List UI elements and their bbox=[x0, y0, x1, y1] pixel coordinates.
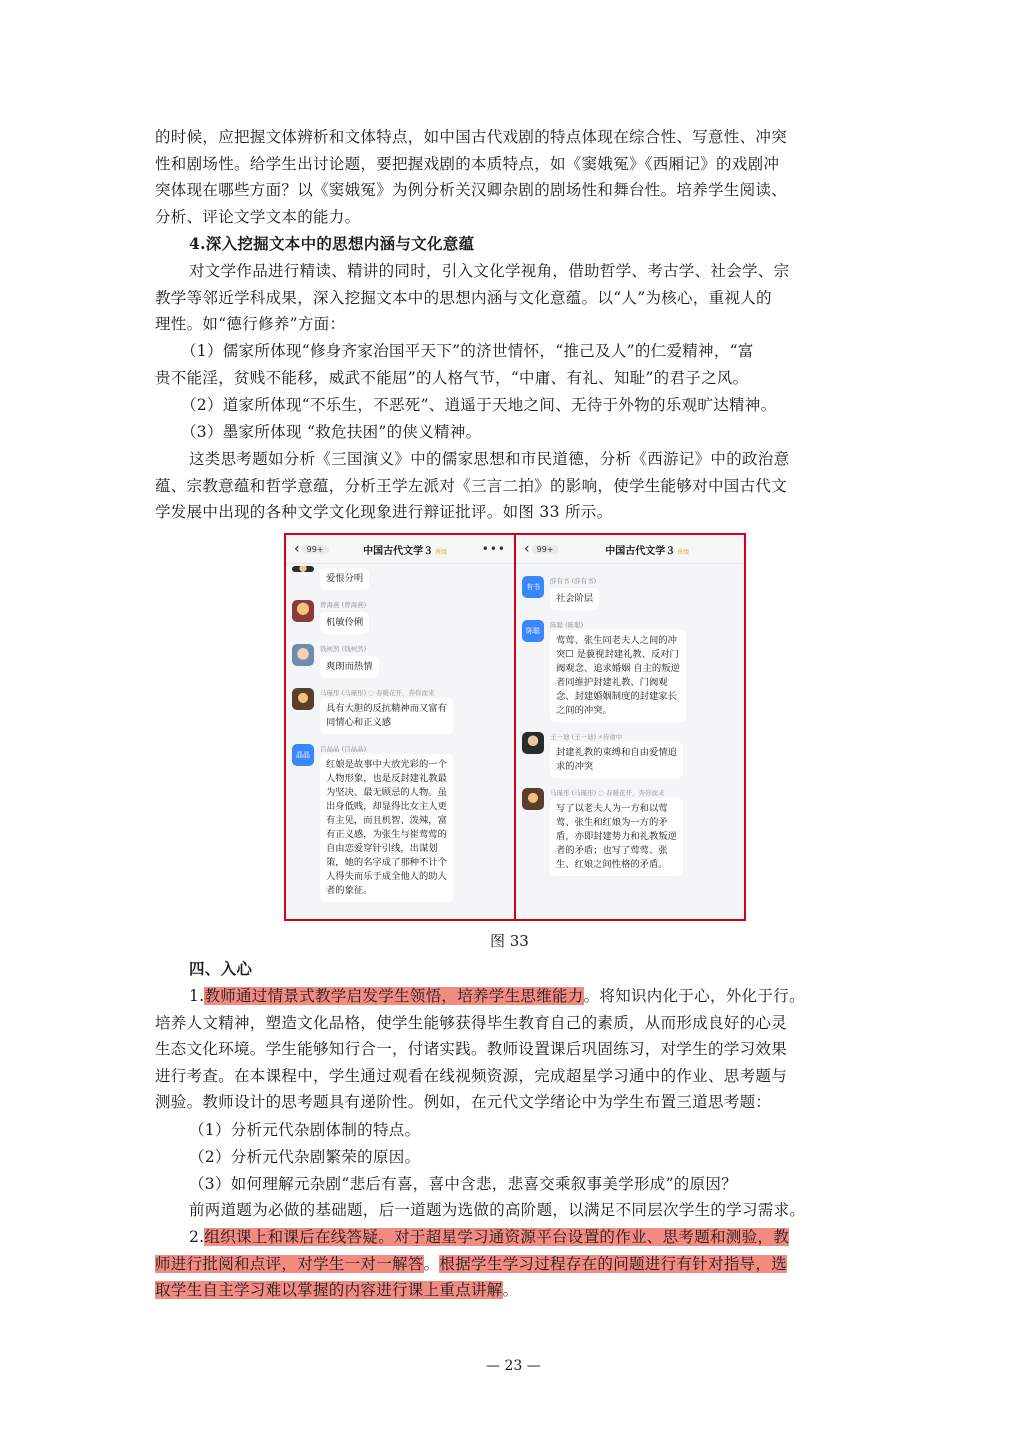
message-bubble: 莺莺、张生同老夫人之间的冲 突☐ 是藐视封建礼教、反对门 阀观念、追求婚姻 自主的叛逆 者同维护封建礼教、门阀观 念、封建婚姻制度的封建家长 之间的冲突。 bbox=[550, 630, 686, 722]
chat-message bbox=[522, 576, 738, 610]
user-avatar: 陈聪 bbox=[522, 620, 544, 642]
text-line: 培养人文精神，塑造文化品格，使学生能够获得毕生教育自己的素质，从而形成良好的心灵 bbox=[155, 1013, 788, 1032]
unread-badge: 99+ bbox=[302, 545, 329, 554]
user-avatar bbox=[522, 788, 544, 810]
sender-name: 曾海燕 (曾海燕) bbox=[320, 601, 367, 609]
highlighted-text: 师进行批阅和点评，对学生一对一解答 bbox=[155, 1254, 424, 1273]
sender-name: 薛有书 (薛有书) bbox=[550, 577, 597, 585]
text-line: 这类思考题如分析《三国演义》中的儒家思想和市民道德，分析《西游记》中的政治意 bbox=[189, 450, 790, 468]
text-line: 师进行批阅和点评，对学生一对一解答。根据学生学习过程存在的问题进行有针对指导，选 bbox=[155, 1254, 788, 1273]
highlighted-text: 组织课上和课后在线答疑。对于超星学习通资源平台设置的作业、思考题和测验，教 bbox=[204, 1228, 789, 1246]
section-4-paragraph bbox=[155, 258, 869, 338]
chat-panel-right bbox=[514, 535, 744, 919]
text-line: 理性。如“德行修养”方面： bbox=[155, 315, 346, 334]
message-bubble: 封建礼教的束缚和自由爱情追 求的冲突 bbox=[550, 742, 683, 778]
section-4-heading: 4.深入挖掘文本中的思想内涵与文化意蕴 bbox=[189, 234, 475, 253]
user-avatar bbox=[522, 732, 544, 754]
text-line: 教学等邻近学科成果，深入挖掘文本中的思想内涵与文化意蕴。以“人”为核心，重视人的 bbox=[155, 288, 772, 307]
paragraph-2 bbox=[155, 1224, 869, 1304]
message-bubble: 爱恨分明 bbox=[320, 568, 369, 590]
text-line: 生态文化环境。学生能够知行合一，付诸实践。教师设置课后巩固练习，对学生的学习效果 bbox=[155, 1040, 788, 1059]
question-3: （3）如何理解元杂剧“悲后有喜，喜中含悲，悲喜交乘叙事美学形成”的原因？ bbox=[189, 1175, 738, 1193]
user-avatar bbox=[292, 600, 314, 622]
page-number: — 23 — bbox=[486, 1358, 541, 1374]
figure-33-chat-screenshots bbox=[284, 533, 746, 921]
chat-title: 中国古代文学３ 班级 bbox=[363, 545, 448, 557]
text-line: 蕴、宗教意蕴和哲学意蕴，分析王学左派对《三言二拍》的影响，使学生能够对中国古代文 bbox=[155, 476, 788, 495]
user-avatar bbox=[292, 644, 314, 666]
text-line: 的时候，应把握文体辨析和文体特点，如中国古代戏剧的特点体现在综合性、写意性、冲突 bbox=[155, 128, 788, 146]
more-icon[interactable]: ••• bbox=[481, 542, 506, 556]
message-bubble: 红娘是故事中大放光彩的一个 人物形象，也是反封建礼教最 为坚决、最无顾忌的人物。虽 出身低贱，却显得比女主人更 有主见，而且机智、泼辣，富 有正义感，为张生与崔莺莺的 自由恋爱穿针引线，出谋划 策，她的名字成了那种不计个 人得失而乐于成全他人的助人 者的象征。 bbox=[320, 754, 453, 902]
sender-name: 吕晶晶 (吕晶晶) bbox=[320, 745, 367, 753]
paragraph-1 bbox=[155, 983, 869, 1116]
figure-caption: 图 33 bbox=[490, 932, 529, 950]
chat-message bbox=[292, 744, 508, 902]
message-bubble: 具有大胆的反抗精神而又富有 同情心和正义感 bbox=[320, 698, 453, 734]
chat-message bbox=[292, 688, 508, 734]
text-line: 突体现在哪些方面？以《窦娥冤》为例分析关汉卿杂剧的剧场性和舞台性。培养学生阅读、 bbox=[155, 181, 788, 200]
user-avatar bbox=[292, 566, 314, 572]
question-2: （2）分析元代杂剧繁荣的原因。 bbox=[189, 1148, 421, 1166]
text-line: 进行考查。在本课程中，学生通过观看在线视频资源，完成超星学习通中的作业、思考题与 bbox=[155, 1066, 788, 1085]
sender-name: 陈聪 (陈聪) bbox=[550, 621, 584, 629]
text-line: （1）儒家所体现“修身齐家治国平天下”的济世情怀，“推己及人”的仁爱精神，“富 bbox=[181, 342, 754, 360]
text-line: 对文学作品进行精读、精讲的同时，引入文化学视角，借助哲学、考古学、社会学、宗 bbox=[189, 262, 790, 280]
text-line: 测验。教师设计的思考题具有递阶性。例如，在元代文学绪论中为学生布置三道思考题： bbox=[155, 1093, 772, 1112]
back-arrow-icon[interactable]: ‹ bbox=[524, 541, 530, 557]
chat-message bbox=[292, 644, 508, 678]
question-1: （1）分析元代杂剧体制的特点。 bbox=[189, 1121, 421, 1139]
unread-badge: 99+ bbox=[532, 545, 559, 554]
question-note: 前两道题为必做的基础题，后一道题为选做的高阶题，以满足不同层次学生的学习需求。 bbox=[189, 1201, 806, 1219]
user-avatar bbox=[292, 688, 314, 710]
section-4-paragraph-2 bbox=[155, 446, 869, 526]
user-avatar: 晶晶 bbox=[292, 744, 314, 766]
highlighted-text: 取学生自主学习难以掌握的内容进行课上重点讲解 bbox=[155, 1281, 503, 1300]
message-bubble: 机敏伶俐 bbox=[320, 612, 369, 634]
text-line: 2.组织课上和课后在线答疑。对于超星学习通资源平台设置的作业、思考题和测验，教 bbox=[189, 1228, 789, 1246]
chat-header bbox=[286, 535, 514, 564]
text-line: 性和剧场性。给学生出讨论题，要把握戏剧的本质特点，如《窦娥冤》《西厢记》的戏剧冲 bbox=[155, 154, 780, 173]
message-bubble: 社会阶层 bbox=[550, 588, 599, 610]
highlighted-text: 根据学生学习过程存在的问题进行有针对指导，选 bbox=[439, 1254, 788, 1273]
item-taoist: （2）道家所体现“不乐生，不恶死”、逍遥于天地之间、无待于外物的乐观旷达精神。 bbox=[181, 396, 777, 414]
sender-name: 王一迪 (王一迪) ⚡待命中 bbox=[550, 733, 623, 741]
sender-name: 钱柯然 (钱柯然) bbox=[320, 645, 367, 653]
text-line: 贵不能淫，贫贱不能移，威武不能屈”的人格气节，“中庸、有礼、知耻”的君子之风。 bbox=[155, 368, 749, 387]
text-line: 学发展中出现的各种文学文化现象进行辩证批评。如图 33 所示。 bbox=[155, 503, 613, 522]
highlighted-text: 教师通过情景式教学启发学生领悟，培养学生思维能力 bbox=[204, 987, 584, 1005]
section-heading: 四、入心 bbox=[189, 959, 253, 978]
back-arrow-icon[interactable]: ‹ bbox=[294, 541, 300, 557]
item-mohist: （3）墨家所体现 “救危扶困”的侠义精神。 bbox=[181, 423, 482, 441]
sender-name: 马瑾彤 (马瑾彤) ◌ 春暖花开，奔你而来 bbox=[320, 689, 435, 697]
chat-message bbox=[292, 566, 508, 590]
chat-title: 中国古代文学３ 班级 bbox=[605, 545, 690, 557]
message-bubble: 爽朗而热情 bbox=[320, 656, 379, 678]
chat-message bbox=[522, 732, 738, 778]
chat-message bbox=[522, 620, 738, 722]
chat-message bbox=[292, 600, 508, 634]
message-bubble: 写了以老夫人为一方和以莺 莺、张生和红娘为一方的矛 盾，亦即封建势力和礼教叛逆 者的矛盾；也写了莺莺、张 生、红娘之间性格的矛盾。 bbox=[550, 798, 683, 876]
chat-panel-left bbox=[286, 535, 514, 919]
item-confucian bbox=[155, 338, 869, 391]
user-avatar: 有书 bbox=[522, 576, 544, 598]
text-line: 分析、评论文学文本的能力。 bbox=[155, 207, 361, 226]
chat-message bbox=[522, 788, 738, 876]
sender-name: 马瑾彤 (马瑾彤) ◌ 春暖花开，奔你而来 bbox=[550, 789, 665, 797]
text-line: 取学生自主学习难以掌握的内容进行课上重点讲解。 bbox=[155, 1281, 519, 1300]
text-line: 1.教师通过情景式教学启发学生领悟，培养学生思维能力。将知识内化于心，外化于行。 bbox=[189, 987, 805, 1005]
intro-paragraph bbox=[155, 124, 869, 230]
chat-header bbox=[516, 535, 744, 564]
